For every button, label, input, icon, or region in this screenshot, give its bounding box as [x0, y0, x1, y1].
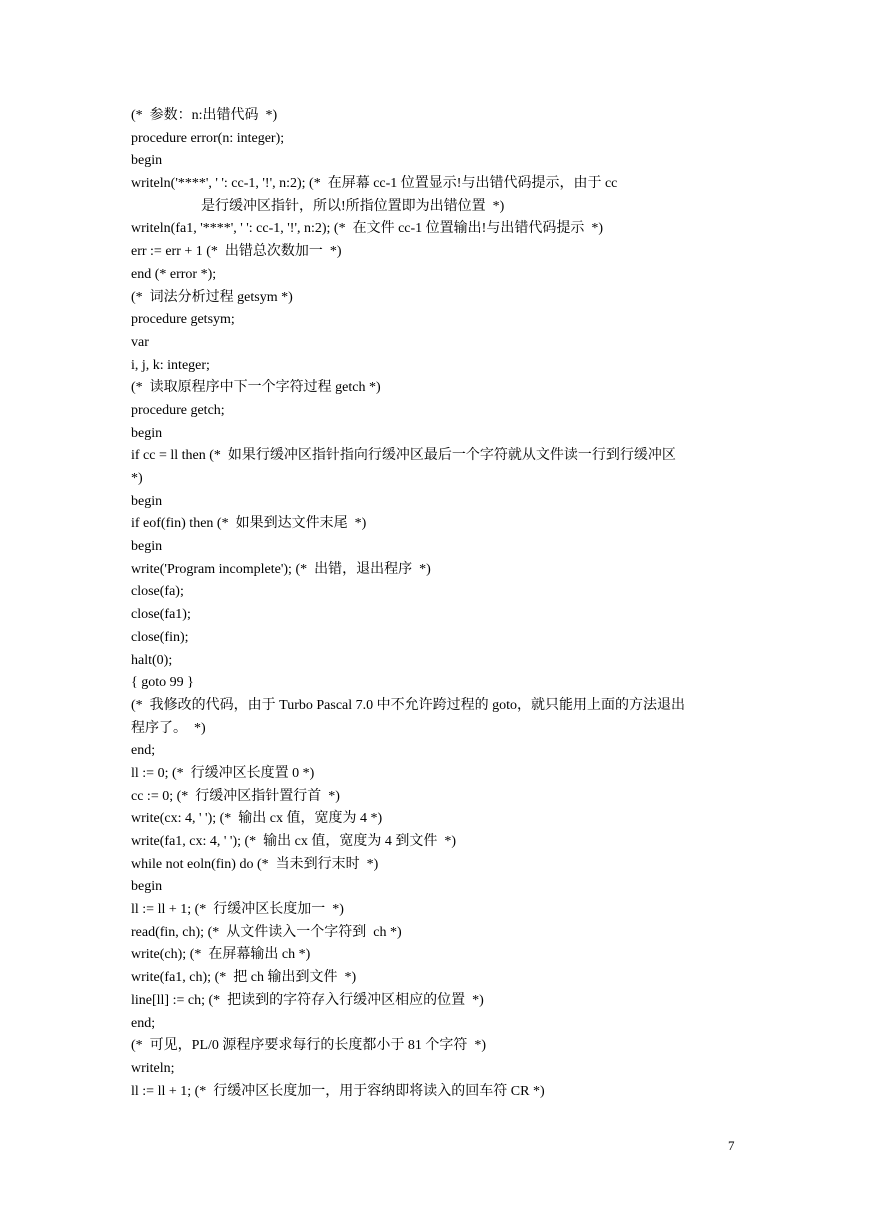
code-line: cc := 0; (* 行缓冲区指针置行首 *)	[131, 788, 340, 804]
code-line: end (* error *);	[131, 266, 217, 282]
code-line: while not eoln(fin) do (* 当未到行末时 *)	[131, 856, 379, 872]
code-line: write(ch); (* 在屏幕输出 ch *)	[131, 947, 311, 963]
code-line: writeln('****', ' ': cc-1, '!', n:2); (* 在屏幕 cc-1 位置显示!与出错代码提示，由于 cc	[131, 176, 618, 192]
code-line: *)	[131, 471, 143, 486]
code-line: i, j, k: integer;	[131, 357, 210, 373]
code-line: 程序了。 *)	[131, 720, 206, 736]
code-listing	[131, 105, 743, 1103]
code-line: begin	[131, 539, 163, 555]
code-line: ll := 0; (* 行缓冲区长度置 0 *)	[131, 765, 315, 781]
code-line: (* 词法分析过程 getsym *)	[131, 289, 293, 305]
code-line: var	[131, 334, 149, 350]
code-line: begin	[131, 425, 163, 441]
code-line: ll := ll + 1; (* 行缓冲区长度加一，用于容纳即将读入的回车符 CR *)	[131, 1083, 545, 1099]
code-line: ll := ll + 1; (* 行缓冲区长度加一 *)	[131, 902, 344, 918]
code-line: procedure getch;	[131, 402, 225, 418]
code-line: begin	[131, 879, 163, 895]
code-line: (* 读取原程序中下一个字符过程 getch *)	[131, 380, 381, 396]
code-line: procedure error(n: integer);	[131, 130, 285, 146]
code-line: halt(0);	[131, 652, 173, 668]
code-line: close(fa);	[131, 584, 184, 600]
page-number: 7	[728, 1138, 735, 1153]
code-line: err := err + 1 (* 出错总次数加一 *)	[131, 244, 342, 260]
code-line: close(fa1);	[131, 607, 191, 623]
code-line: end;	[131, 743, 156, 759]
code-line: writeln;	[131, 1060, 175, 1076]
code-line: line[ll] := ch; (* 把读到的字符存入行缓冲区相应的位置 *)	[131, 992, 484, 1008]
code-line: procedure getsym;	[131, 312, 235, 328]
code-line: begin	[131, 153, 163, 169]
code-line: write(cx: 4, ' '); (* 输出 cx 值，宽度为 4 *)	[131, 811, 383, 827]
code-line: (* 我修改的代码，由于 Turbo Pascal 7.0 中不允许跨过程的 goto，就只能用上面的方法退出	[131, 697, 686, 713]
code-line: (* 可见，PL/0 源程序要求每行的长度都小于 81 个字符 *)	[131, 1038, 487, 1054]
code-line: write(fa1, ch); (* 把 ch 输出到文件 *)	[131, 970, 357, 986]
code-line: if cc = ll then (* 如果行缓冲区指针指向行缓冲区最后一个字符就从文件读一行到行缓冲区	[131, 448, 676, 464]
code-line: write('Program incomplete'); (* 出错，退出程序 *)	[131, 561, 431, 577]
code-line-continuation: 是行缓冲区指针，所以!所指位置即为出错位置 *)	[201, 198, 505, 214]
code-line: write(fa1, cx: 4, ' '); (* 输出 cx 值，宽度为 4 到文件 *)	[131, 834, 457, 849]
code-line: if eof(fin) then (* 如果到达文件末尾 *)	[131, 516, 367, 532]
code-line: begin	[131, 493, 163, 509]
code-line: end;	[131, 1015, 156, 1031]
code-line: close(fin);	[131, 629, 189, 645]
code-line: read(fin, ch); (* 从文件读入一个字符到 ch *)	[131, 924, 402, 940]
code-line: writeln(fa1, '****', ' ': cc-1, '!', n:2); (* 在文件 cc-1 位置输出!与出错代码提示 *)	[131, 221, 603, 237]
code-line: { goto 99 }	[131, 675, 194, 691]
code-line: (* 参数：n:出错代码 *)	[131, 108, 278, 123]
